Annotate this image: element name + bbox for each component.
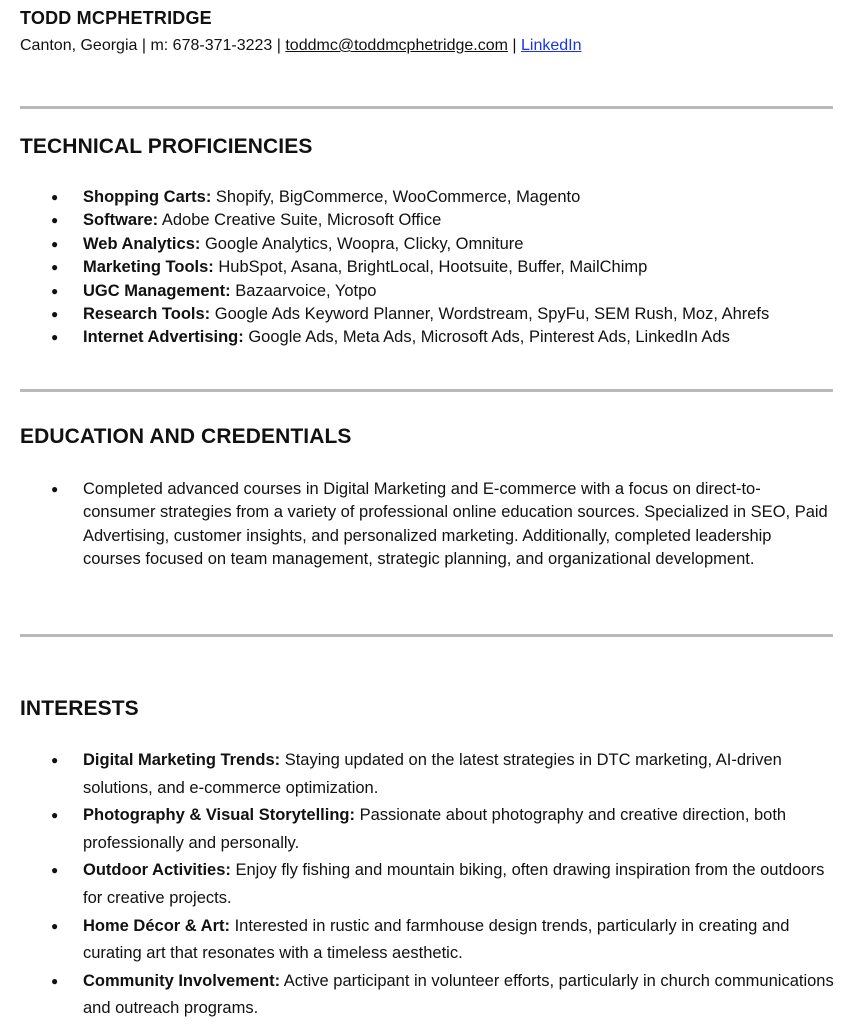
bullet-icon: ●	[51, 808, 59, 823]
list-item	[0, 968, 840, 1023]
bullet-icon: ●	[51, 753, 59, 767]
separator: |	[507, 37, 521, 54]
list-item	[0, 326, 769, 349]
list-item	[0, 233, 769, 256]
item-label: Marketing Tools:	[83, 258, 214, 277]
list-item	[0, 256, 769, 279]
bullet-icon: ●	[51, 260, 59, 275]
item-text: Shopify, BigCommerce, WooCommerce, Magento	[211, 188, 581, 206]
item-text: Adobe Creative Suite, Microsoft Office	[158, 211, 442, 230]
linkedin-link[interactable]: LinkedIn	[520, 37, 582, 54]
contact-line	[20, 36, 581, 56]
item-label: Research Tools:	[83, 304, 211, 323]
list-item	[0, 802, 840, 857]
technical-section-title: TECHNICAL PROFICIENCIES	[20, 135, 313, 158]
bullet-icon: ●	[51, 283, 59, 298]
technical-list	[0, 186, 769, 350]
bullet-icon: ●	[51, 973, 59, 988]
interests-section-title: INTERESTS	[20, 697, 139, 720]
bullet-icon: ●	[51, 330, 59, 345]
list-item	[0, 209, 769, 232]
separator: |	[137, 37, 151, 54]
item-text: Google Analytics, Woopra, Clicky, Omniture	[200, 234, 524, 253]
item-label: Photography & Visual Storytelling:	[83, 806, 355, 825]
section-divider	[20, 106, 833, 109]
list-item	[0, 857, 840, 912]
item-label: Digital Marketing Trends:	[83, 751, 281, 769]
section-divider	[20, 389, 833, 392]
section-divider	[20, 634, 833, 637]
separator: |	[272, 37, 286, 54]
item-label: Home Décor & Art:	[83, 916, 230, 935]
item-label: Outdoor Activities:	[83, 861, 231, 880]
bullet-icon: ●	[51, 306, 59, 321]
item-text: Interested in rustic and farmhouse design trends, particularly in creating and curating art that resonates with a timeless aesthetic.	[83, 916, 790, 963]
item-label: Community Involvement:	[83, 971, 281, 990]
email-link[interactable]: toddmc@toddmcphetridge.com	[285, 37, 508, 54]
candidate-name: TODD MCPHETRIDGE	[20, 8, 212, 28]
list-item	[0, 186, 769, 209]
bullet-icon: ●	[51, 236, 59, 251]
item-text: Enjoy fly fishing and mountain biking, often drawing inspiration from the outdoors for creative projects.	[83, 861, 825, 907]
list-item	[0, 747, 840, 802]
item-text: HubSpot, Asana, BrightLocal, Hootsuite, Buffer, MailChimp	[213, 258, 648, 277]
bullet-icon: ●	[51, 190, 59, 204]
item-label: UGC Management:	[83, 281, 231, 300]
interests-list	[0, 747, 840, 1023]
bullet-icon: ●	[51, 482, 59, 496]
item-text: Passionate about photography and creative direction, both professionally and personally.	[83, 806, 787, 852]
item-text: Bazaarvoice, Yotpo	[230, 281, 377, 300]
item-text: Google Ads Keyword Planner, Wordstream, SpyFu, SEM Rush, Moz, Ahrefs	[210, 304, 770, 323]
item-label: Internet Advertising:	[83, 328, 244, 347]
list-item	[0, 913, 840, 968]
bullet-icon: ●	[51, 863, 59, 878]
item-text: Google Ads, Meta Ads, Microsoft Ads, Pinterest Ads, LinkedIn Ads	[243, 328, 730, 347]
list-item	[0, 303, 769, 326]
item-text: Staying updated on the latest strategies in DTC marketing, AI-driven solutions, and e-commerce optimization.	[83, 751, 782, 797]
list-item	[0, 280, 769, 303]
bullet-icon: ●	[51, 918, 59, 933]
education-section-title: EDUCATION AND CREDENTIALS	[20, 425, 352, 448]
phone-text: m: 678-371-3223	[150, 37, 273, 54]
item-label: Web Analytics:	[83, 234, 201, 253]
item-label: Software:	[83, 211, 159, 230]
bullet-icon: ●	[51, 213, 59, 228]
location-text: Canton, Georgia	[20, 37, 138, 54]
item-text: Active participant in volunteer efforts, particularly in church communications and outreach programs.	[83, 971, 834, 1018]
item-label: Shopping Carts:	[83, 188, 212, 206]
education-paragraph: Completed advanced courses in Digital Marketing and E-commerce with a focus on direct-to-consumer strategies from a variety of professional online education sources. Specialized in SEO, Paid Advertising, customer insights, and personalized marketing. Additionally, completed leadership courses focused on team management, strategic planning, and organizational development.	[83, 480, 828, 568]
